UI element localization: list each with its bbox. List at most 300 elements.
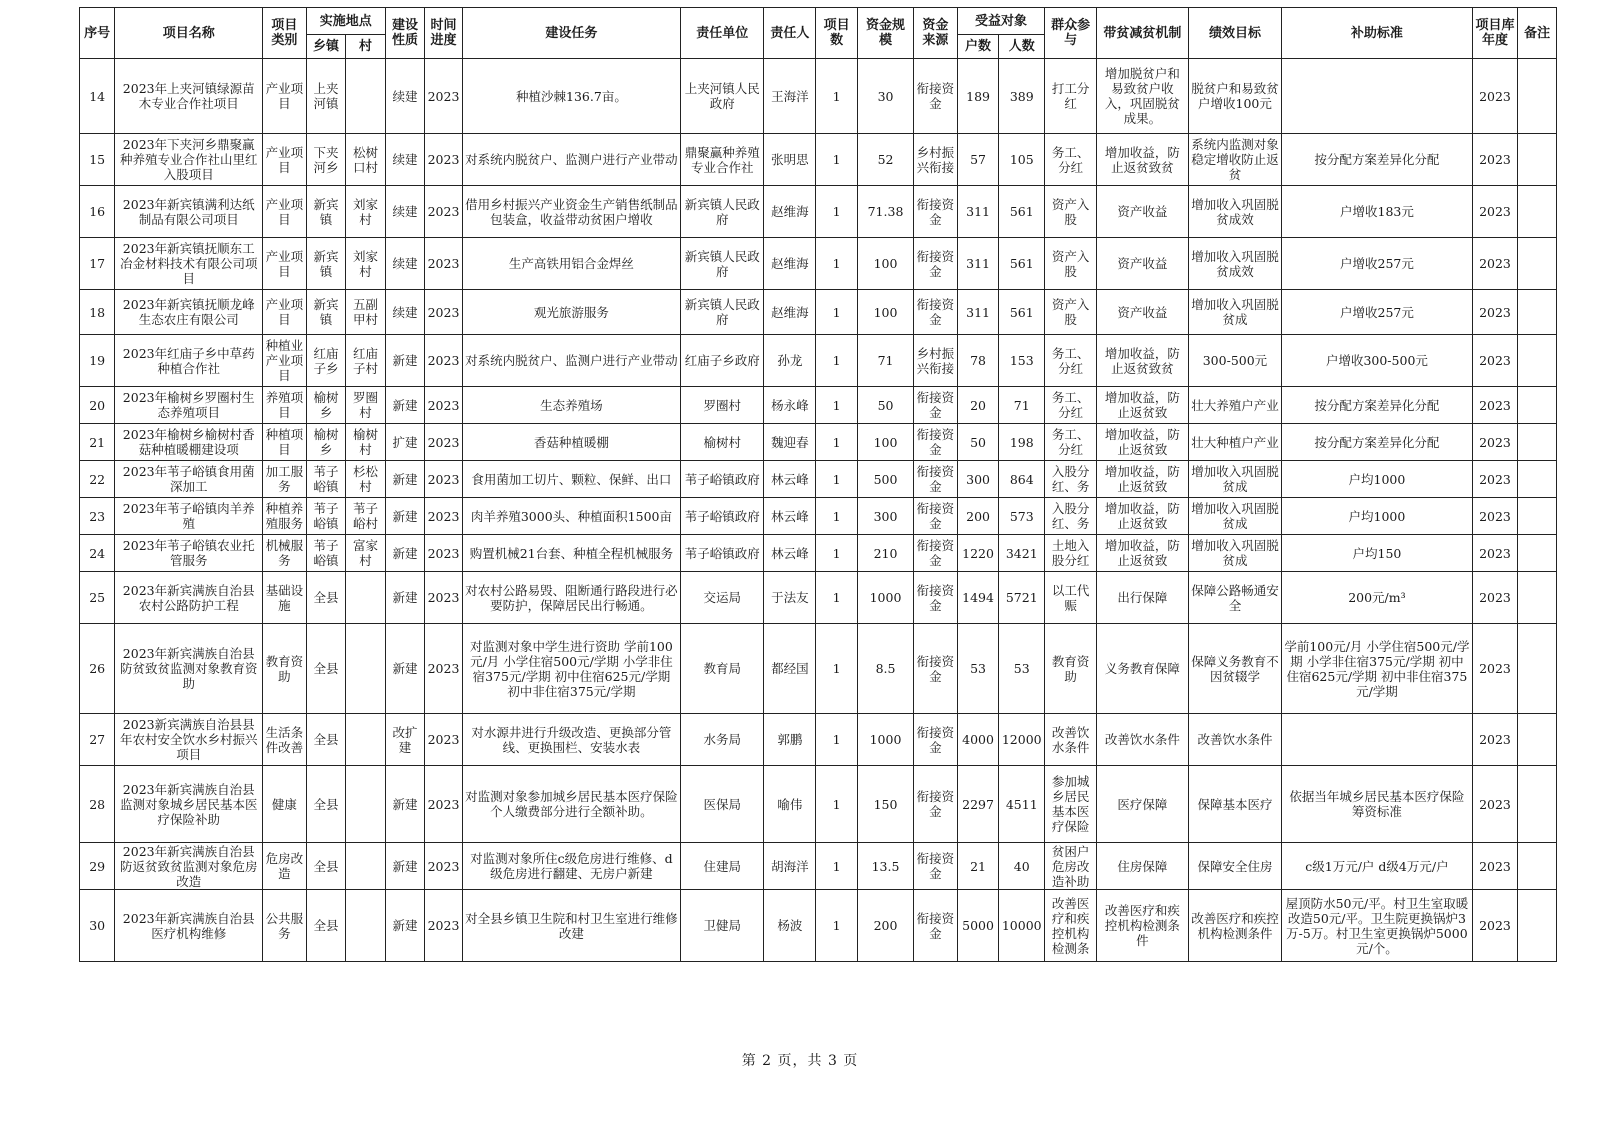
cell-source: 乡村振兴衔接 <box>914 335 958 387</box>
cell-count: 1 <box>816 290 858 335</box>
cell-person: 魏迎春 <box>764 424 816 461</box>
cell-note <box>1518 238 1557 290</box>
cell-name: 2023年上夹河镇绿源苗木专业合作社项目 <box>115 59 263 134</box>
cell-task: 食用菌加工切片、颗粒、保鲜、出口 <box>462 461 680 498</box>
header-task: 建设任务 <box>462 8 680 59</box>
cell-person: 杨永峰 <box>764 387 816 424</box>
cell-category: 产业项目 <box>263 134 307 186</box>
cell-mechanism: 增加收益，防止返贫致 <box>1097 535 1189 572</box>
cell-subsidy: 户均1000 <box>1282 461 1472 498</box>
header-category: 项目类别 <box>263 8 307 59</box>
cell-schedule: 2023 <box>425 624 462 714</box>
header-row-1 <box>80 8 1557 35</box>
cell-category: 产业项目 <box>263 290 307 335</box>
table-row <box>80 238 1557 290</box>
cell-fund: 500 <box>857 461 913 498</box>
header-mechanism: 带贫减贫机制 <box>1097 8 1189 59</box>
cell-households: 200 <box>957 498 999 535</box>
cell-task: 种植沙棘136.7亩。 <box>462 59 680 134</box>
cell-person: 于法友 <box>764 572 816 624</box>
cell-fund: 210 <box>857 535 913 572</box>
cell-village: 榆树村 <box>346 424 386 461</box>
cell-nature: 续建 <box>385 134 425 186</box>
cell-goal: 保障基本医疗 <box>1188 766 1282 843</box>
page-footer: 第 2 页，共 3 页 <box>741 1053 859 1069</box>
cell-count: 1 <box>816 890 858 962</box>
cell-schedule: 2023 <box>425 335 462 387</box>
cell-village <box>346 59 386 134</box>
header-note: 备注 <box>1518 8 1557 59</box>
cell-people: 3421 <box>999 535 1045 572</box>
cell-person: 林云峰 <box>764 498 816 535</box>
cell-people: 389 <box>999 59 1045 134</box>
cell-goal: 保障义务教育不因贫辍学 <box>1188 624 1282 714</box>
cell-mechanism: 增加收益，防止返贫致 <box>1097 424 1189 461</box>
cell-person: 林云峰 <box>764 461 816 498</box>
cell-nature: 新建 <box>385 387 425 424</box>
cell-note <box>1518 766 1557 843</box>
cell-town: 上夹河镇 <box>306 59 346 134</box>
cell-households: 1494 <box>957 572 999 624</box>
cell-town: 全县 <box>306 714 346 766</box>
cell-name: 2023年苇子峪镇肉羊养殖 <box>115 498 263 535</box>
cell-people: 198 <box>999 424 1045 461</box>
cell-count: 1 <box>816 335 858 387</box>
cell-name: 2023年下夹河乡鼎聚赢种养殖专业合作社山里红入股项目 <box>115 134 263 186</box>
cell-year: 2023 <box>1472 890 1518 962</box>
table-row <box>80 572 1557 624</box>
cell-note <box>1518 624 1557 714</box>
cell-mechanism: 出行保障 <box>1097 572 1189 624</box>
cell-nature: 续建 <box>385 59 425 134</box>
cell-participation: 资产入股 <box>1045 186 1097 238</box>
table-row <box>80 535 1557 572</box>
cell-participation: 资产入股 <box>1045 290 1097 335</box>
cell-people: 153 <box>999 335 1045 387</box>
cell-name: 2023年榆树乡罗圈村生态养殖项目 <box>115 387 263 424</box>
cell-no: 16 <box>80 186 115 238</box>
cell-participation: 贫困户危房改造补助 <box>1045 843 1097 890</box>
cell-task: 对农村公路易毁、阻断通行路段进行必要防护，保障居民出行畅通。 <box>462 572 680 624</box>
cell-village: 松树口村 <box>346 134 386 186</box>
cell-participation: 教育资助 <box>1045 624 1097 714</box>
cell-category: 基础设施 <box>263 572 307 624</box>
cell-category: 公共服务 <box>263 890 307 962</box>
cell-count: 1 <box>816 535 858 572</box>
cell-mechanism: 医疗保障 <box>1097 766 1189 843</box>
table-row <box>80 335 1557 387</box>
header-year: 项目库年度 <box>1472 8 1518 59</box>
cell-unit: 卫健局 <box>681 890 764 962</box>
cell-subsidy: 按分配方案差异化分配 <box>1282 387 1472 424</box>
cell-participation: 打工分红 <box>1045 59 1097 134</box>
cell-people: 561 <box>999 290 1045 335</box>
cell-no: 15 <box>80 134 115 186</box>
cell-fund: 100 <box>857 290 913 335</box>
cell-year: 2023 <box>1472 766 1518 843</box>
cell-mechanism: 义务教育保障 <box>1097 624 1189 714</box>
cell-schedule: 2023 <box>425 843 462 890</box>
cell-participation: 以工代赈 <box>1045 572 1097 624</box>
cell-task: 对系统内脱贫户、监测户进行产业带动 <box>462 134 680 186</box>
cell-year: 2023 <box>1472 535 1518 572</box>
cell-town: 苇子峪镇 <box>306 461 346 498</box>
header-name: 项目名称 <box>115 8 263 59</box>
cell-town: 全县 <box>306 624 346 714</box>
cell-source: 衔接资金 <box>914 59 958 134</box>
cell-schedule: 2023 <box>425 134 462 186</box>
cell-count: 1 <box>816 498 858 535</box>
cell-no: 26 <box>80 624 115 714</box>
cell-person: 胡海洋 <box>764 843 816 890</box>
header-count: 项目数 <box>816 8 858 59</box>
cell-person: 都经国 <box>764 624 816 714</box>
cell-no: 19 <box>80 335 115 387</box>
cell-nature: 扩建 <box>385 424 425 461</box>
cell-town: 全县 <box>306 766 346 843</box>
cell-mechanism: 增加收益，防止返贫致 <box>1097 387 1189 424</box>
cell-goal: 增加收入巩固脱贫成 <box>1188 535 1282 572</box>
cell-people: 12000 <box>999 714 1045 766</box>
cell-people: 561 <box>999 186 1045 238</box>
cell-category: 产业项目 <box>263 238 307 290</box>
cell-year: 2023 <box>1472 424 1518 461</box>
cell-households: 1220 <box>957 535 999 572</box>
cell-nature: 新建 <box>385 624 425 714</box>
cell-note <box>1518 890 1557 962</box>
table-body <box>80 59 1557 962</box>
cell-goal: 保障公路畅通安全 <box>1188 572 1282 624</box>
cell-subsidy: 依据当年城乡居民基本医疗保险筹资标准 <box>1282 766 1472 843</box>
cell-fund: 13.5 <box>857 843 913 890</box>
cell-note <box>1518 186 1557 238</box>
cell-person: 孙龙 <box>764 335 816 387</box>
cell-unit: 苇子峪镇政府 <box>681 498 764 535</box>
cell-task: 对系统内脱贫户、监测户进行产业带动 <box>462 335 680 387</box>
cell-town: 全县 <box>306 890 346 962</box>
cell-name: 2023年苇子峪镇食用菌深加工 <box>115 461 263 498</box>
cell-subsidy: 按分配方案差异化分配 <box>1282 424 1472 461</box>
cell-nature: 新建 <box>385 890 425 962</box>
cell-schedule: 2023 <box>425 535 462 572</box>
header-no: 序号 <box>80 8 115 59</box>
cell-schedule: 2023 <box>425 714 462 766</box>
header-village: 村 <box>346 35 386 59</box>
cell-schedule: 2023 <box>425 186 462 238</box>
cell-fund: 300 <box>857 498 913 535</box>
cell-source: 衔接资金 <box>914 624 958 714</box>
cell-participation: 土地入股分红 <box>1045 535 1097 572</box>
cell-name: 2023年红庙子乡中草药种植合作社 <box>115 335 263 387</box>
cell-person: 林云峰 <box>764 535 816 572</box>
cell-nature: 新建 <box>385 335 425 387</box>
cell-person: 喻伟 <box>764 766 816 843</box>
cell-participation: 资产入股 <box>1045 238 1097 290</box>
table-row <box>80 461 1557 498</box>
cell-fund: 71.38 <box>857 186 913 238</box>
cell-year: 2023 <box>1472 134 1518 186</box>
cell-village: 红庙子村 <box>346 335 386 387</box>
header-people: 人数 <box>999 35 1045 59</box>
cell-village: 刘家村 <box>346 238 386 290</box>
cell-name: 2023年新宾满族自治县医疗机构维修 <box>115 890 263 962</box>
cell-source: 乡村振兴衔接 <box>914 134 958 186</box>
table-row <box>80 766 1557 843</box>
cell-schedule: 2023 <box>425 238 462 290</box>
cell-people: 71 <box>999 387 1045 424</box>
cell-no: 20 <box>80 387 115 424</box>
project-table <box>79 7 1557 962</box>
cell-people: 561 <box>999 238 1045 290</box>
cell-mechanism: 增加收益，防止返贫致 <box>1097 461 1189 498</box>
header-goal: 绩效目标 <box>1188 8 1282 59</box>
cell-no: 24 <box>80 535 115 572</box>
cell-no: 14 <box>80 59 115 134</box>
cell-person: 杨波 <box>764 890 816 962</box>
cell-note <box>1518 843 1557 890</box>
header-town: 乡镇 <box>306 35 346 59</box>
cell-unit: 苇子峪镇政府 <box>681 461 764 498</box>
cell-year: 2023 <box>1472 714 1518 766</box>
cell-note <box>1518 461 1557 498</box>
cell-note <box>1518 572 1557 624</box>
cell-subsidy: 户均150 <box>1282 535 1472 572</box>
cell-unit: 住建局 <box>681 843 764 890</box>
cell-nature: 新建 <box>385 766 425 843</box>
cell-task: 观光旅游服务 <box>462 290 680 335</box>
cell-households: 50 <box>957 424 999 461</box>
cell-name: 2023年榆树乡榆树村香菇种植暖棚建设项 <box>115 424 263 461</box>
cell-participation: 务工、分红 <box>1045 387 1097 424</box>
cell-town: 苇子峪镇 <box>306 498 346 535</box>
cell-town: 新宾镇 <box>306 238 346 290</box>
table-row <box>80 424 1557 461</box>
cell-fund: 100 <box>857 238 913 290</box>
cell-year: 2023 <box>1472 387 1518 424</box>
cell-task: 肉羊养殖3000头、种植面积1500亩 <box>462 498 680 535</box>
cell-year: 2023 <box>1472 238 1518 290</box>
cell-source: 衔接资金 <box>914 890 958 962</box>
cell-schedule: 2023 <box>425 290 462 335</box>
cell-fund: 8.5 <box>857 624 913 714</box>
cell-person: 王海洋 <box>764 59 816 134</box>
cell-category: 产业项目 <box>263 186 307 238</box>
cell-source: 衔接资金 <box>914 498 958 535</box>
cell-note <box>1518 714 1557 766</box>
cell-source: 衔接资金 <box>914 461 958 498</box>
cell-year: 2023 <box>1472 624 1518 714</box>
cell-nature: 新建 <box>385 572 425 624</box>
cell-mechanism: 改善饮水条件 <box>1097 714 1189 766</box>
cell-name: 2023年苇子峪镇农业托管服务 <box>115 535 263 572</box>
cell-village <box>346 624 386 714</box>
cell-goal: 增加收入巩固脱贫成 <box>1188 498 1282 535</box>
cell-town: 新宾镇 <box>306 290 346 335</box>
cell-no: 30 <box>80 890 115 962</box>
cell-village: 苇子峪村 <box>346 498 386 535</box>
cell-no: 28 <box>80 766 115 843</box>
cell-source: 衔接资金 <box>914 535 958 572</box>
cell-task: 对监测对象所住c级危房进行维修、d级危房进行翻建、无房户新建 <box>462 843 680 890</box>
cell-households: 78 <box>957 335 999 387</box>
cell-category: 种植项目 <box>263 424 307 461</box>
cell-note <box>1518 498 1557 535</box>
cell-schedule: 2023 <box>425 572 462 624</box>
cell-fund: 100 <box>857 424 913 461</box>
cell-year: 2023 <box>1472 843 1518 890</box>
cell-unit: 苇子峪镇政府 <box>681 535 764 572</box>
header-beneficiary: 受益对象 <box>957 8 1044 35</box>
cell-mechanism: 增加收益，防止返贫致 <box>1097 498 1189 535</box>
cell-participation: 务工、分红 <box>1045 424 1097 461</box>
cell-year: 2023 <box>1472 461 1518 498</box>
table-row <box>80 498 1557 535</box>
cell-category: 教育资助 <box>263 624 307 714</box>
cell-category: 产业项目 <box>263 59 307 134</box>
cell-mechanism: 增加收益，防止返贫致贫 <box>1097 335 1189 387</box>
cell-no: 29 <box>80 843 115 890</box>
cell-category: 生活条件改善 <box>263 714 307 766</box>
cell-subsidy: 户增收183元 <box>1282 186 1472 238</box>
cell-no: 17 <box>80 238 115 290</box>
cell-town: 下夹河乡 <box>306 134 346 186</box>
cell-year: 2023 <box>1472 335 1518 387</box>
cell-category: 危房改造 <box>263 843 307 890</box>
cell-no: 25 <box>80 572 115 624</box>
cell-note <box>1518 134 1557 186</box>
cell-subsidy: 200元/m³ <box>1282 572 1472 624</box>
cell-fund: 30 <box>857 59 913 134</box>
cell-people: 105 <box>999 134 1045 186</box>
cell-person: 赵维海 <box>764 186 816 238</box>
cell-village <box>346 572 386 624</box>
cell-schedule: 2023 <box>425 766 462 843</box>
cell-schedule: 2023 <box>425 461 462 498</box>
cell-category: 加工服务 <box>263 461 307 498</box>
cell-name: 2023年新宾满族自治县监测对象城乡居民基本医疗保险补助 <box>115 766 263 843</box>
cell-unit: 医保局 <box>681 766 764 843</box>
cell-name: 2023新宾满族自治县县年农村安全饮水乡村振兴项目 <box>115 714 263 766</box>
cell-count: 1 <box>816 624 858 714</box>
cell-participation: 参加城乡居民基本医疗保险 <box>1045 766 1097 843</box>
cell-people: 864 <box>999 461 1045 498</box>
cell-category: 机械服务 <box>263 535 307 572</box>
cell-nature: 新建 <box>385 535 425 572</box>
cell-subsidy: 户增收257元 <box>1282 238 1472 290</box>
cell-subsidy <box>1282 714 1472 766</box>
cell-households: 311 <box>957 290 999 335</box>
cell-town: 红庙子乡 <box>306 335 346 387</box>
cell-fund: 1000 <box>857 714 913 766</box>
cell-mechanism: 住房保障 <box>1097 843 1189 890</box>
cell-unit: 新宾镇人民政府 <box>681 238 764 290</box>
cell-goal: 系统内监测对象稳定增收防止返贫 <box>1188 134 1282 186</box>
cell-person: 张明思 <box>764 134 816 186</box>
cell-households: 4000 <box>957 714 999 766</box>
cell-source: 衔接资金 <box>914 238 958 290</box>
cell-person: 郭鹏 <box>764 714 816 766</box>
cell-year: 2023 <box>1472 59 1518 134</box>
cell-task: 对监测对象中学生进行资助 学前100元/月 小学住宿500元/学期 小学非住宿375元/学期 初中住宿625元/学期 初中非住宿375元/学期 <box>462 624 680 714</box>
header-location: 实施地点 <box>306 8 385 35</box>
cell-nature: 新建 <box>385 843 425 890</box>
cell-schedule: 2023 <box>425 59 462 134</box>
cell-goal: 改善医疗和疾控机构检测条件 <box>1188 890 1282 962</box>
cell-count: 1 <box>816 134 858 186</box>
cell-goal: 增加收入巩固脱贫成效 <box>1188 186 1282 238</box>
header-households: 户数 <box>957 35 999 59</box>
cell-source: 衔接资金 <box>914 843 958 890</box>
cell-village: 杉松村 <box>346 461 386 498</box>
header-source: 资金来源 <box>914 8 958 59</box>
cell-subsidy: 按分配方案差异化分配 <box>1282 134 1472 186</box>
cell-year: 2023 <box>1472 186 1518 238</box>
cell-village <box>346 766 386 843</box>
cell-goal: 改善饮水条件 <box>1188 714 1282 766</box>
cell-unit: 新宾镇人民政府 <box>681 186 764 238</box>
cell-unit: 红庙子乡政府 <box>681 335 764 387</box>
cell-goal: 增加收入巩固脱贫成 <box>1188 290 1282 335</box>
cell-name: 2023年新宾镇抚顺东工冶金材料技术有限公司项目 <box>115 238 263 290</box>
cell-no: 23 <box>80 498 115 535</box>
cell-source: 衔接资金 <box>914 766 958 843</box>
table-row <box>80 387 1557 424</box>
cell-task: 购置机械21台套、种植全程机械服务 <box>462 535 680 572</box>
cell-households: 311 <box>957 186 999 238</box>
table-row <box>80 134 1557 186</box>
cell-unit: 新宾镇人民政府 <box>681 290 764 335</box>
cell-count: 1 <box>816 714 858 766</box>
cell-mechanism: 资产收益 <box>1097 290 1189 335</box>
cell-unit: 榆树村 <box>681 424 764 461</box>
cell-households: 53 <box>957 624 999 714</box>
cell-village <box>346 890 386 962</box>
cell-count: 1 <box>816 572 858 624</box>
cell-goal: 增加收入巩固脱贫成效 <box>1188 238 1282 290</box>
cell-task: 生产高铁用铝合金焊丝 <box>462 238 680 290</box>
table-row <box>80 714 1557 766</box>
cell-subsidy <box>1282 59 1472 134</box>
cell-count: 1 <box>816 424 858 461</box>
table-row <box>80 890 1557 962</box>
cell-schedule: 2023 <box>425 387 462 424</box>
cell-town: 苇子峪镇 <box>306 535 346 572</box>
cell-unit: 上夹河镇人民政府 <box>681 59 764 134</box>
cell-count: 1 <box>816 59 858 134</box>
cell-unit: 罗圈村 <box>681 387 764 424</box>
cell-unit: 鼎聚赢种养殖专业合作社 <box>681 134 764 186</box>
cell-town: 全县 <box>306 572 346 624</box>
cell-village: 富家村 <box>346 535 386 572</box>
cell-village <box>346 843 386 890</box>
cell-nature: 改扩建 <box>385 714 425 766</box>
cell-unit: 水务局 <box>681 714 764 766</box>
cell-fund: 200 <box>857 890 913 962</box>
cell-households: 300 <box>957 461 999 498</box>
cell-subsidy: 学前100元/月 小学住宿500元/学期 小学非住宿375元/学期 初中住宿625元/学期 初中非住宿375元/学期 <box>1282 624 1472 714</box>
table-row <box>80 290 1557 335</box>
cell-households: 20 <box>957 387 999 424</box>
cell-name: 2023年新宾镇满利达纸制品有限公司项目 <box>115 186 263 238</box>
cell-fund: 71 <box>857 335 913 387</box>
cell-source: 衔接资金 <box>914 387 958 424</box>
cell-town: 榆树乡 <box>306 424 346 461</box>
header-unit: 责任单位 <box>681 8 764 59</box>
cell-town: 榆树乡 <box>306 387 346 424</box>
cell-mechanism: 增加收益，防止返贫致贫 <box>1097 134 1189 186</box>
cell-category: 种植业产业项目 <box>263 335 307 387</box>
cell-category: 养殖项目 <box>263 387 307 424</box>
